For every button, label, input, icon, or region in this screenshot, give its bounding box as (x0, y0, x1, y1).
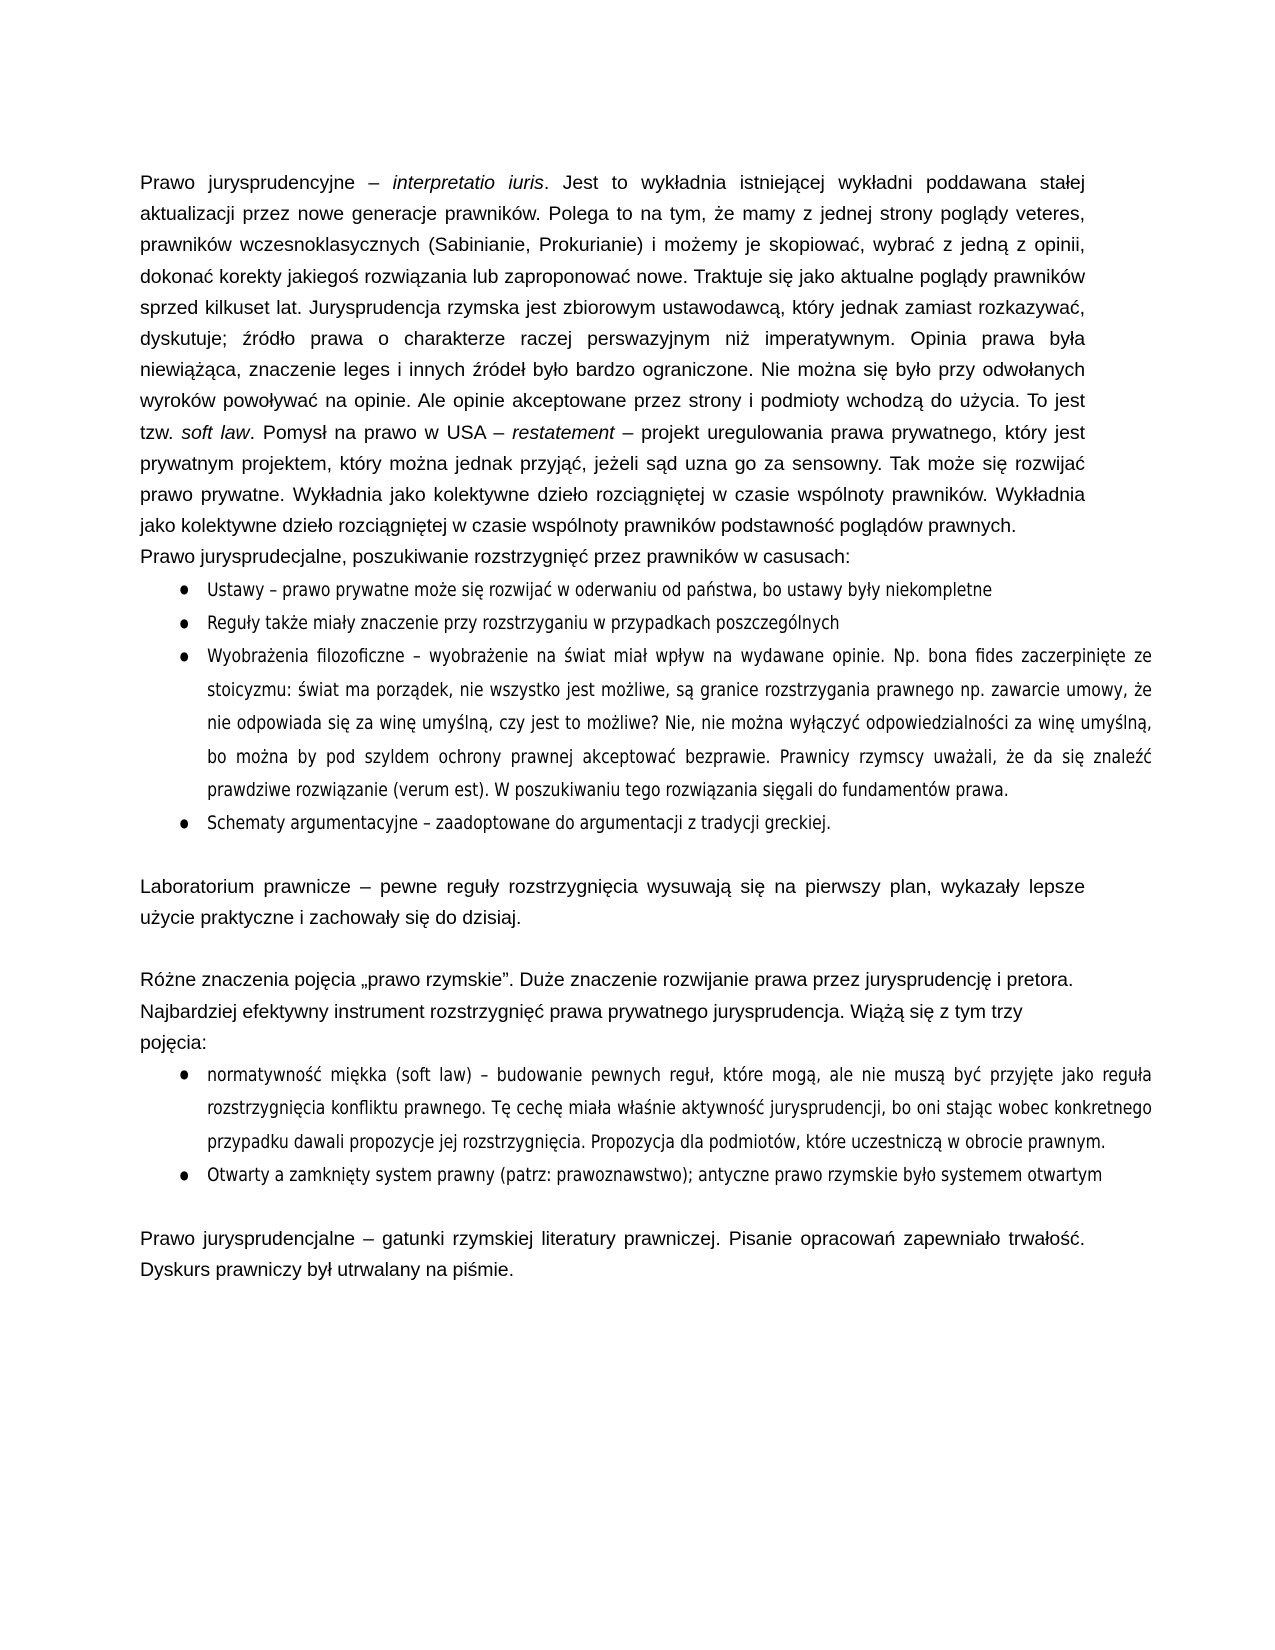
paragraph-najbardziej-efektywny: Najbardziej efektywny instrument rozstrzygnięć prawa prywatnego jurysprudencja. Wiążą się z tym trzy pojęcia: (140, 1000, 1023, 1054)
run-italic-restatement: restatement (512, 421, 615, 444)
spacer (140, 934, 1085, 965)
spacer (140, 841, 1085, 872)
paragraph-prawo-jurysprudecjalne-lead: Prawo jurysprudecjalne, poszukiwanie rozstrzygnięć przez prawników w casusach: (140, 546, 851, 569)
run-italic-soft-law: soft law (181, 421, 250, 444)
list-item: ● normatywność miękka (soft law) – budowanie pewnych reguł, które mogą, ale nie muszą być przyjęte jako reguła rozstrzygnięcia konfliktu prawnego. Tę cechę miała właśnie aktywność jurysprudencji, bo oni stając wobec konkretnego przypadku dawali propozycje jej rozstrzygnięcia. Propozycja dla podmiotów, które uczestniczą w obrocie prawnym. (140, 1059, 1152, 1159)
list-item: ● Wyobrażenia filozoficzne – wyobrażenie na świat miał wpływ na wydawane opinie. Np. bona fides zaczerpinięte ze stoicyzmu: świat ma porządek, nie wszystko jest możliwe, są granice rozstrzygania prawnego np. zawarcie umowy, że nie odpowiada się za winę umyślną, czy jest to możliwe? Nie, nie można wyłączyć odpowiedzialności za winę umyślną, bo można by pod szyldem ochrony prawnej akceptować bezprawie. Prawnicy rzymscy uważali, że da się znaleźć prawdziwe rozwiązanie (verum est). W poszukiwaniu tego rozwiązania sięgali do fundamentów prawa. (140, 640, 1152, 807)
paragraph-laboratorium-prawnicze: Laboratorium prawnicze – pewne reguły rozstrzygnięcia wysuwają się na pierwszy plan, wykazały lepsze użycie praktyczne i zachowały się do dzisiaj. (140, 875, 1085, 930)
run-text: . Pomysł na prawo w USA – (249, 421, 513, 444)
paragraph-rozne-znaczenia: Różne znaczenia pojęcia „prawo rzymskie”. Duże znaczenie rozwijanie prawa przez jurysprudencję i pretora. (140, 969, 1074, 992)
run-italic-interpretatio-iuris: interpretatio iuris (392, 172, 544, 194)
list-item: ● Schematy argumentacyjne – zaadoptowane do argumentacji z tradycji greckiej. (140, 807, 1152, 840)
list-item: ● Otwarty a zamknięty system prawny (patrz: prawoznawstwo); antyczne prawo rzymskie było systemem otwartym (140, 1159, 1152, 1192)
paragraph-gatunki-literatury: Prawo jurysprudencjalne – gatunki rzymskiej literatury prawniczej. Pisanie opracowań zapewniało trwałość. Dyskurs prawniczy był utrwalany na piśmie. (140, 1227, 1085, 1281)
list-item: ● Reguły także miały znaczenie przy rozstrzyganiu w przypadkach poszczególnych (140, 607, 1152, 640)
bullet-list-trzy-pojecia (140, 1059, 1152, 1193)
bullet-list-casusy (140, 574, 1152, 841)
run-text: . Jest to wykładnia istniejącej wykładni poddawana stałej aktualizacji przez nowe generacje prawników. Polega to na tym, że mamy z jednej strony poglądy veteres, prawników wczesnoklasycznych (Sabinianie, Prokurianie) i możemy je skopiować, wybrać z jedną z opinii, dokonać korekty jakiegoś rozwiązania lub zaproponować nowe. Traktuje się jako aktualne poglądy prawników sprzed kilkuset lat. Jurysprudencja rzymska jest zbiorowym ustawodawcą, który jednak zamiast rozkazywać, dyskutuje; źródło prawa o charakterze raczej perswazyjnym niż imperatywnym. Opinia prawa była niewiążąca, znaczenie leges i innych źródeł było bardzo ograniczone. Nie można się było przy odwołanych wyroków powoływać na opinie. Ale opinie akceptowane przez strony i podmioty wchodzą do użycia. To jest tzw. (140, 172, 1085, 444)
spacer (140, 1193, 1085, 1224)
paragraph-prawo-jurysprudencyjne (140, 168, 1085, 542)
run-text: Prawo jurysprudencyjne – (140, 172, 393, 194)
list-item: ● Ustawy – prawo prywatne może się rozwijać w oderwaniu od państwa, bo ustawy były niekompletne (140, 574, 1152, 607)
document-content (140, 168, 1152, 1286)
run-text: – projekt uregulowania prawa prywatnego, który jest prywatnym projektem, który można jednak przyjąć, jeżeli sąd uzna go za sensowny. Tak może się rozwijać prawo prywatne. Wykładnia jako kolektywne dzieło rozciągniętej w czasie wspólnoty prawników. Wykładnia jako kolektywne dzieło rozciągniętej w czasie wspólnoty prawników podstawność poglądów prawnych. (140, 421, 1085, 538)
